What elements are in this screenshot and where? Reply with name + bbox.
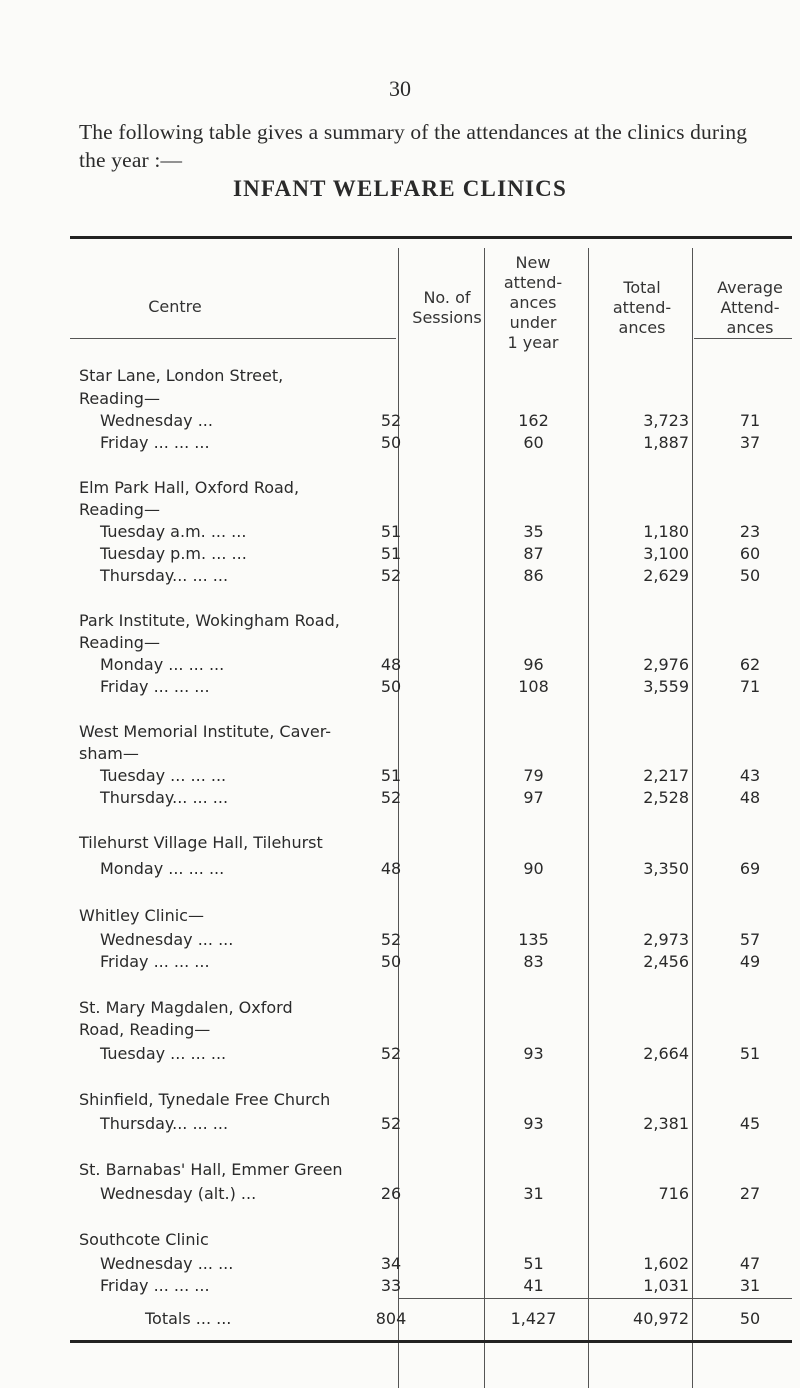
- totals-rule: [398, 1298, 792, 1299]
- table-row: Wednesday ... ... 34 51 1,602 47: [100, 1254, 761, 1273]
- header-total-attendances: Total attend- ances: [612, 278, 672, 337]
- header-divider: [484, 248, 485, 342]
- header-underline: [694, 338, 792, 339]
- table-top-rule: [70, 236, 792, 239]
- table-row: Tuesday ... ... ... 51 79 2,217 43: [100, 766, 761, 785]
- page-number: 30: [389, 76, 411, 101]
- table-row: Wednesday ... 52 162 3,723 71: [100, 411, 761, 430]
- table-row: St. Mary Magdalen, Oxford: [79, 998, 293, 1017]
- header-divider: [588, 248, 589, 342]
- table-title: INFANT WELFARE CLINICS: [233, 176, 567, 201]
- table-row: Reading—: [79, 633, 160, 652]
- table-row: West Memorial Institute, Caver-: [79, 722, 332, 741]
- table-row: Elm Park Hall, Oxford Road,: [79, 478, 300, 497]
- table-row: Friday ... ... ... 50 83 2,456 49: [100, 952, 761, 971]
- table-row: Friday ... ... ... 50 108 3,559 71: [100, 677, 761, 696]
- table-row: sham—: [79, 744, 139, 763]
- table-row: Monday ... ... ... 48 90 3,350 69: [100, 859, 761, 878]
- table-row: Friday ... ... ... 50 60 1,887 37: [100, 433, 761, 452]
- header-average-attendances: Average Attend- ances: [717, 278, 783, 337]
- header-sessions: No. of Sessions: [412, 288, 482, 327]
- table-row: Tilehurst Village Hall, Tilehurst: [79, 833, 323, 852]
- table-row: Whitley Clinic—: [79, 906, 204, 925]
- table-row: St. Barnabas' Hall, Emmer Green: [79, 1160, 343, 1179]
- table-row: Park Institute, Wokingham Road,: [79, 611, 340, 630]
- table-row: Thursday... ... ... 52 86 2,629 50: [100, 566, 761, 585]
- table-row: Southcote Clinic: [79, 1230, 209, 1249]
- table-bottom-rule: [70, 1340, 792, 1343]
- table-row: Thursday... ... ... 52 93 2,381 45: [100, 1114, 761, 1133]
- table-row: Tuesday a.m. ... ... 51 35 1,180 23: [100, 522, 761, 541]
- table-row: Friday ... ... ... 33 41 1,031 31: [100, 1276, 761, 1295]
- table-row: Shinfield, Tynedale Free Church: [79, 1090, 331, 1109]
- header-new-attendances: New attend- ances under 1 year: [503, 253, 563, 352]
- header-divider: [398, 248, 399, 342]
- table-row: Reading—: [79, 389, 160, 408]
- table-row: Reading—: [79, 500, 160, 519]
- intro-paragraph: The following table gives a summary of the attendances at the clinics during the year :—: [79, 120, 748, 172]
- table-row: Wednesday ... ... 52 135 2,973 57: [100, 930, 761, 949]
- header-underline: [70, 338, 396, 339]
- table-row: Star Lane, London Street,: [79, 366, 284, 385]
- table-row: Thursday... ... ... 52 97 2,528 48: [100, 788, 761, 807]
- table-row: Tuesday ... ... ... 52 93 2,664 51: [100, 1044, 761, 1063]
- table-row: Monday ... ... ... 48 96 2,976 62: [100, 655, 761, 674]
- table-row: Road, Reading—: [79, 1020, 211, 1039]
- table-row: Tuesday p.m. ... ... 51 87 3,100 60: [100, 544, 761, 563]
- table-row: Wednesday (alt.) ... 26 31 716 27: [100, 1184, 761, 1203]
- totals-row: Totals ... ... 804 1,427 40,972 50: [145, 1309, 761, 1328]
- header-divider: [692, 248, 693, 342]
- header-centre: Centre: [148, 297, 202, 316]
